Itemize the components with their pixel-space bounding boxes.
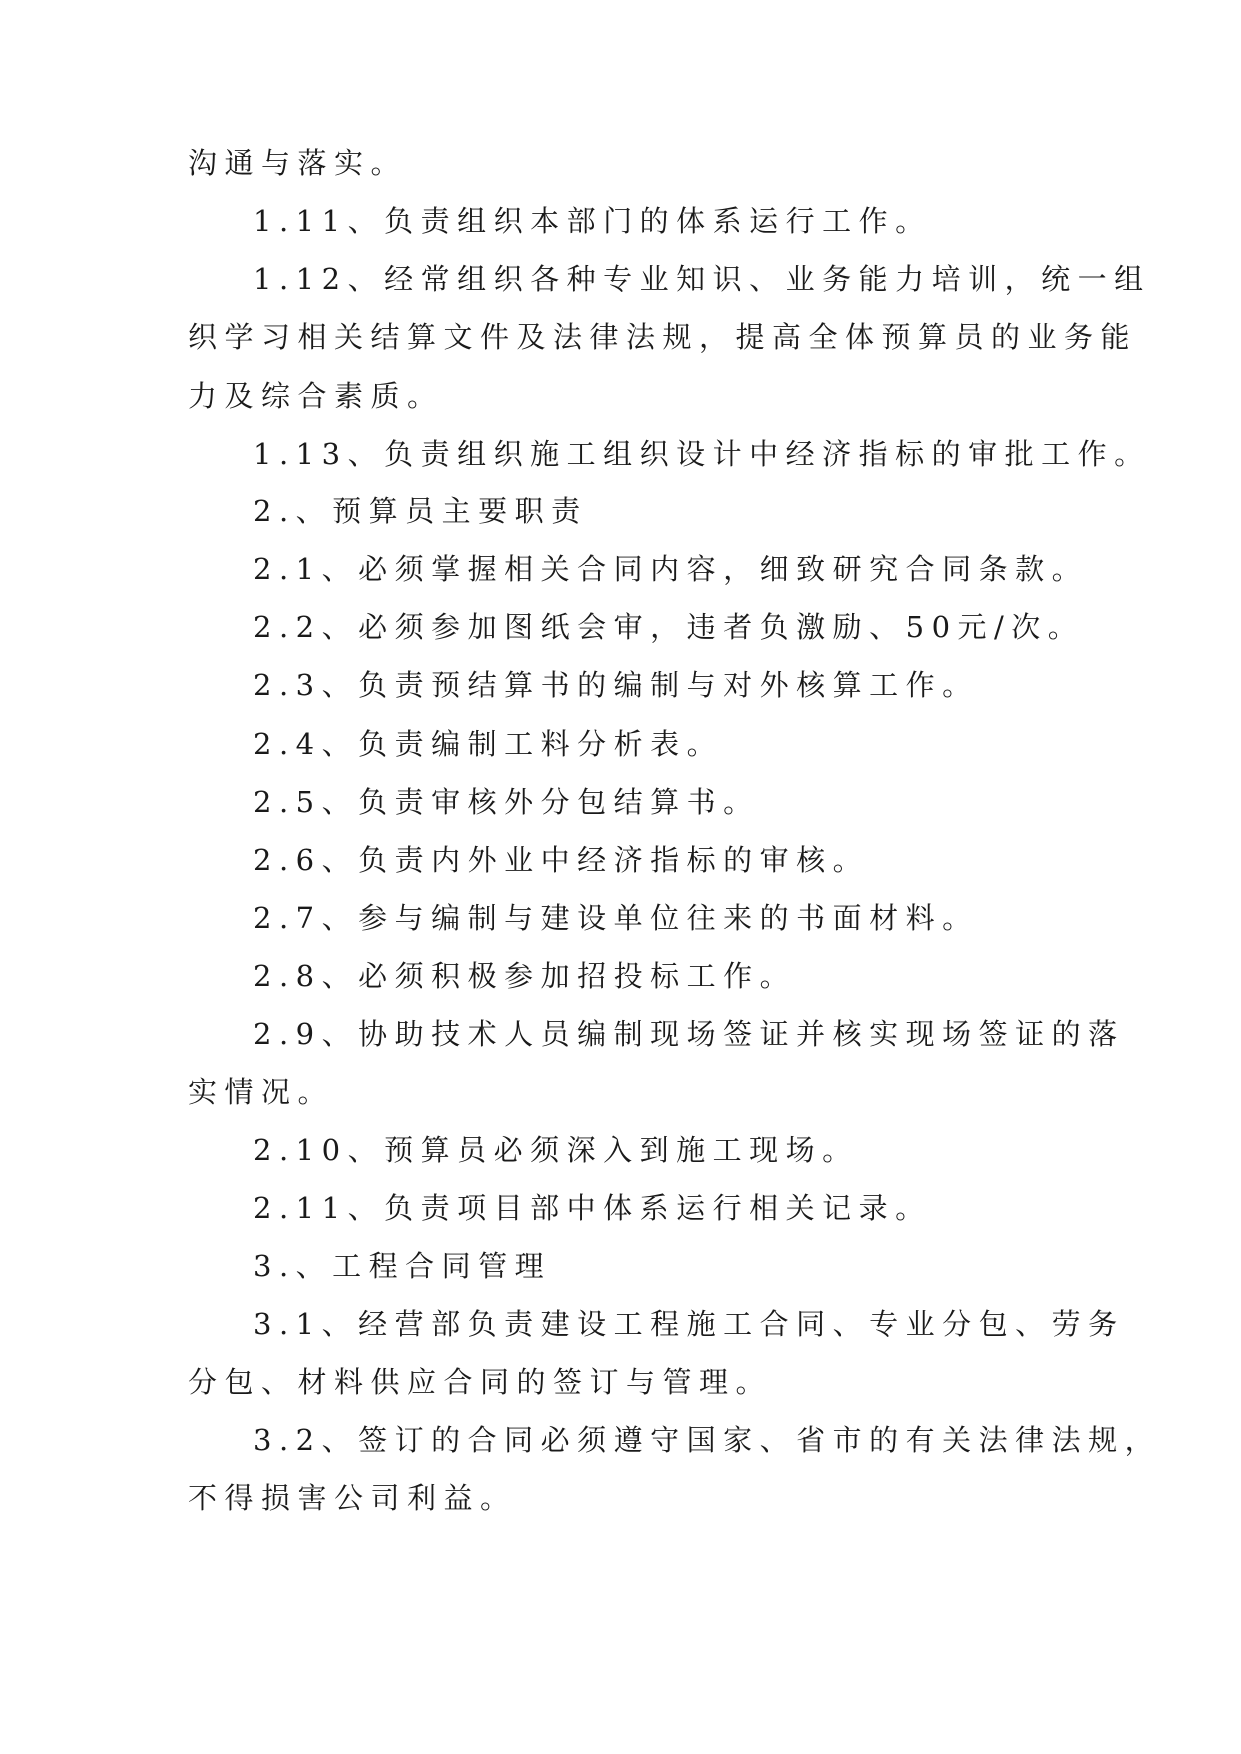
text-line: 实情况。: [188, 1075, 335, 1109]
text-line: 2.5、负责审核外分包结算书。: [253, 785, 760, 819]
text-line: 3.1、经营部负责建设工程施工合同、专业分包、劳务: [253, 1307, 1125, 1341]
text-line: 1.11、负责组织本部门的体系运行工作。: [253, 204, 932, 238]
text-line: 2.11、负责项目部中体系运行相关记录。: [253, 1191, 932, 1225]
text-line: 2.9、协助技术人员编制现场签证并核实现场签证的落: [253, 1017, 1125, 1051]
text-line: 1.12、经常组织各种专业知识、业务能力培训，统一组: [253, 262, 1151, 296]
text-line: 2.10、预算员必须深入到施工现场。: [253, 1133, 859, 1167]
text-line: 2.1、必须掌握相关合同内容，细致研究合同条款。: [253, 552, 1089, 586]
text-line: 3.2、签订的合同必须遵守国家、省市的有关法律法规，: [253, 1423, 1162, 1457]
text-line: 2.4、负责编制工料分析表。: [253, 727, 724, 761]
text-line: 分包、材料供应合同的签订与管理。: [188, 1365, 773, 1399]
text-line: 2.8、必须积极参加招投标工作。: [253, 959, 797, 993]
text-line: 沟通与落实。: [188, 146, 408, 180]
text-line: 1.13、负责组织施工组织设计中经济指标的审批工作。: [253, 437, 1151, 471]
text-line: 不得损害公司利益。: [188, 1481, 517, 1515]
text-line: 力及综合素质。: [188, 379, 444, 413]
text-line: 2.3、负责预结算书的编制与对外核算工作。: [253, 668, 979, 702]
section-heading: 2.、预算员主要职责: [253, 494, 588, 528]
text-line: 2.7、参与编制与建设单位往来的书面材料。: [253, 901, 979, 935]
text-line: 2.2、必须参加图纸会审，违者负激励、50元/次。: [253, 610, 1085, 644]
section-heading: 3.、工程合同管理: [253, 1249, 552, 1283]
text-line: 2.6、负责内外业中经济指标的审核。: [253, 843, 870, 877]
text-line: 织学习相关结算文件及法律法规，提高全体预算员的业务能: [188, 320, 1138, 354]
